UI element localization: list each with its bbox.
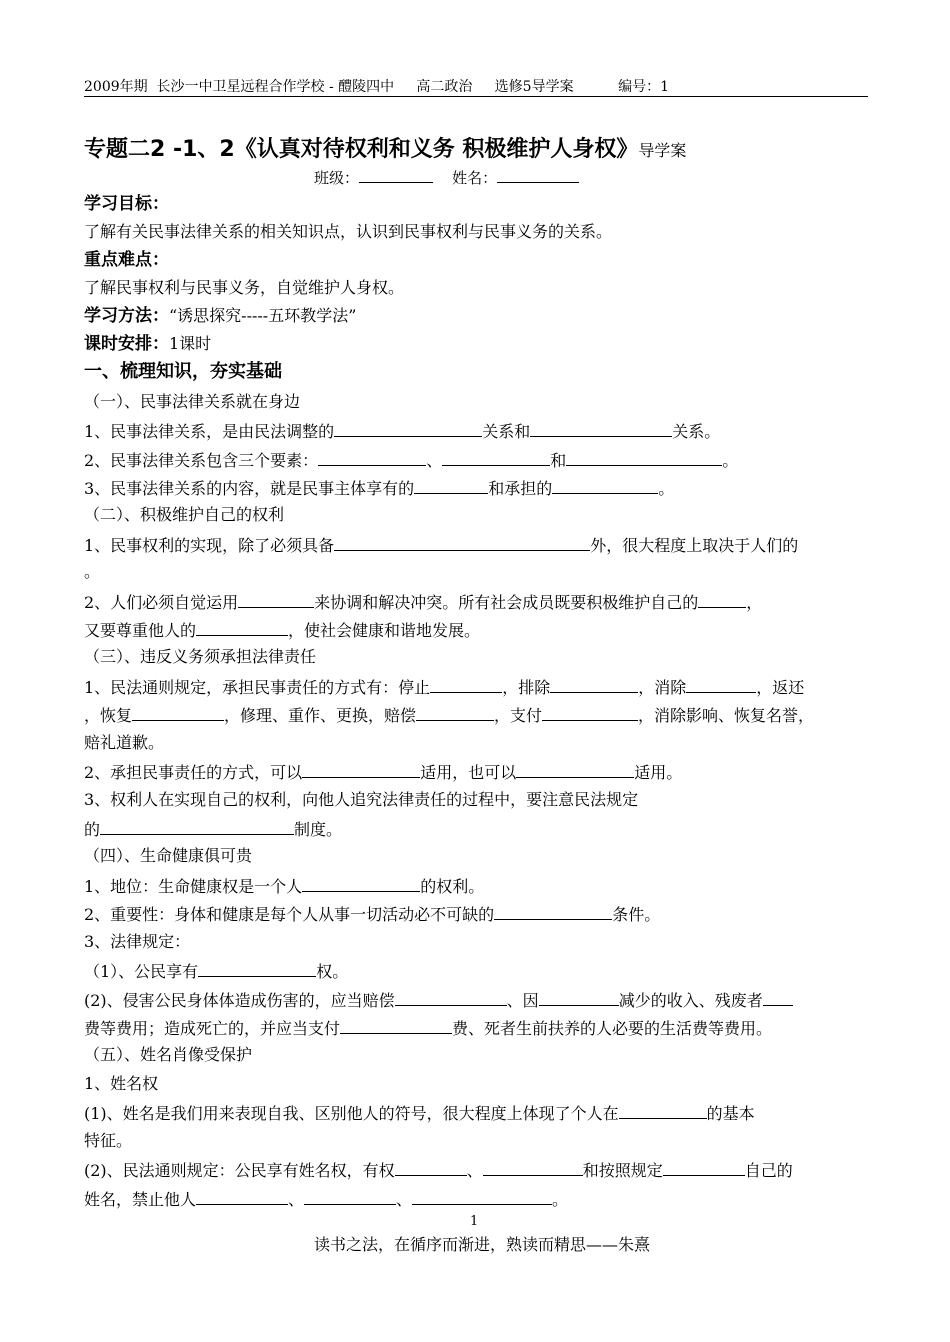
class-label: 班级： [314, 169, 360, 187]
blank-field[interactable] [395, 1159, 467, 1176]
sub4-heading: （四）、生命健康俱可贵 [84, 846, 253, 865]
s4-q5 [84, 989, 793, 1011]
blank-field[interactable] [763, 989, 793, 1006]
blank-field[interactable] [542, 704, 638, 721]
s3-q3-cont [84, 818, 342, 840]
blank-field[interactable] [334, 534, 590, 551]
text: 1、民事法律关系，是由民法调整的 [84, 422, 335, 441]
s5-q1: 1、姓名权 [84, 1074, 159, 1093]
text: 、因 [506, 991, 539, 1010]
sub1-heading: （一）、民事法律关系就在身边 [84, 392, 301, 411]
text: 和 [550, 451, 567, 470]
text: 1、地位：生命健康权是一个人 [84, 877, 303, 896]
title-suffix: 导学案 [638, 141, 687, 160]
blank-field[interactable] [550, 676, 638, 693]
blank-field[interactable] [663, 1159, 745, 1176]
text: 制度。 [294, 820, 343, 839]
text: ，消除影响、恢复名誉， [638, 706, 815, 725]
class-name-line [314, 166, 579, 188]
s2-q2 [84, 591, 762, 613]
method-heading: 学习方法： [84, 306, 169, 326]
key-text: 了解民事权利与民事义务，自觉维护人身权。 [84, 278, 405, 297]
blank-field[interactable] [395, 989, 507, 1006]
text: 费、死者生前扶养的人必要的生活费等费用。 [452, 1019, 773, 1038]
text: 1、民法通则规定，承担民事责任的方式有：停止 [84, 678, 431, 697]
text: 、 [466, 1161, 483, 1180]
s2-q2-cont [84, 619, 480, 641]
text: 的基本 [706, 1104, 755, 1123]
s4-q3: 3、法律规定： [84, 932, 191, 951]
blank-field[interactable] [340, 1017, 452, 1034]
goal-heading: 学习目标： [84, 194, 169, 214]
text: 、 [426, 451, 443, 470]
key-heading: 重点难点： [84, 250, 169, 270]
text: 适用。 [634, 763, 683, 782]
text: 和承担的 [488, 479, 553, 498]
blank-field[interactable] [430, 676, 502, 693]
s3-q1 [84, 676, 804, 698]
s1-q3 [84, 477, 674, 499]
method-line [84, 306, 356, 326]
s5-q2-cont: 特征。 [84, 1131, 133, 1150]
blank-field[interactable] [196, 619, 288, 636]
blank-field[interactable] [318, 449, 426, 466]
text: (2)、侵害公民身体体造成伤害的，应当赔偿 [84, 991, 395, 1010]
text: 来协调和解决冲突。所有社会成员既要积极维护自己的 [314, 593, 699, 612]
s5-q3 [84, 1159, 793, 1181]
text: 2、民事法律关系包含三个要素： [84, 451, 319, 470]
blank-field[interactable] [302, 761, 420, 778]
text: 、 [396, 1190, 413, 1209]
text: 2、重要性：身体和健康是每个人从事一切活动必不可缺的 [84, 905, 495, 924]
blank-field[interactable] [414, 477, 488, 494]
text: 适用，也可以 [420, 763, 517, 782]
time-text: 1课时 [169, 334, 212, 353]
time-heading: 课时安排： [84, 334, 169, 354]
page-title [84, 132, 686, 163]
text: 。 [658, 479, 675, 498]
page-number: 1 [470, 1214, 479, 1229]
section-heading: 一、梳理知识，夯实基础 [84, 361, 282, 382]
text: ，返还 [756, 678, 805, 697]
text: 3、民事法律关系的内容，就是民事主体享有的 [84, 479, 415, 498]
s3-q1-end: 赔礼道歉。 [84, 733, 165, 752]
text: 2、承担民事责任的方式，可以 [84, 763, 303, 782]
blank-field[interactable] [132, 704, 224, 721]
blank-field[interactable] [619, 1102, 707, 1119]
blank-field[interactable] [539, 989, 619, 1006]
text: 2、人们必须自觉运用 [84, 593, 239, 612]
method-text: “诱思探究-----五环教学法” [169, 306, 357, 325]
text: 。 [552, 1190, 569, 1209]
text: 外，很大程度上取决于人们的 [590, 536, 799, 555]
goal-text: 了解有关民事法律关系的相关知识点，认识到民事权利与民事义务的关系。 [84, 222, 613, 241]
page-header: 2009年期 长沙一中卫星远程合作学校 - 醴陵四中 高二政治 选修5导学案 编号：1 [84, 76, 868, 97]
s5-q3-cont [84, 1188, 568, 1210]
text: (2)、民法通则规定：公民享有姓名权，有权 [84, 1161, 395, 1180]
blank-field[interactable] [698, 591, 746, 608]
sub5-heading: （五）、姓名肖像受保护 [84, 1045, 253, 1064]
s2-q1c: 。 [84, 562, 101, 581]
class-field[interactable] [359, 166, 433, 183]
blank-field[interactable] [566, 449, 722, 466]
blank-field[interactable] [686, 676, 756, 693]
blank-field[interactable] [334, 420, 482, 437]
text: 关系和 [482, 422, 531, 441]
text: (1)、姓名是我们用来表现自我、区别他人的符号，很大程度上体现了个人在 [84, 1104, 619, 1123]
name-field[interactable] [497, 166, 579, 183]
text: ，支付 [494, 706, 543, 725]
blank-field[interactable] [416, 704, 494, 721]
text: 关系。 [672, 422, 721, 441]
text: ，消除 [638, 678, 687, 697]
s3-q1-cont [84, 704, 814, 726]
s4-q4 [84, 960, 348, 982]
s4-q2 [84, 903, 660, 925]
s2-q1 [84, 534, 798, 556]
s1-q2 [84, 449, 738, 471]
text: ，使社会健康和谐地发展。 [288, 621, 481, 640]
text: 、 [288, 1190, 305, 1209]
text: 。 [722, 451, 739, 470]
blank-field[interactable] [238, 591, 314, 608]
s4-q1 [84, 875, 484, 897]
blank-field[interactable] [530, 420, 672, 437]
blank-field[interactable] [483, 1159, 583, 1176]
text: 自己的 [744, 1161, 793, 1180]
s3-q3: 3、权利人在实现自己的权利，向他人追究法律责任的过程中，要注意民法规定 [84, 790, 639, 809]
blank-field[interactable] [552, 477, 658, 494]
s4-q5-cont [84, 1017, 772, 1039]
text: 和按照规定 [582, 1161, 663, 1180]
footer-quote: 读书之法，在循序而渐进，熟读而精思——朱熹 [314, 1235, 651, 1254]
text: 条件。 [612, 905, 661, 924]
text: 费等费用；造成死亡的，并应当支付 [84, 1019, 341, 1038]
text: 权。 [316, 962, 349, 981]
text: ，修理、重作、更换，赔偿 [224, 706, 417, 725]
s5-q2 [84, 1102, 755, 1124]
title-text: 专题二2 -1、2《认真对待权利和义务 积极维护人身权》 [84, 137, 639, 162]
text: ， [746, 593, 763, 612]
text: （1）、公民享有 [84, 962, 199, 981]
text: ，排除 [502, 678, 551, 697]
blank-field[interactable] [100, 818, 294, 835]
text: 的权利。 [420, 877, 485, 896]
text: 的 [84, 820, 101, 839]
text: 1、民事权利的实现，除了必须具备 [84, 536, 335, 555]
blank-field[interactable] [302, 875, 420, 892]
blank-field[interactable] [304, 1188, 396, 1205]
name-label: 姓名： [452, 169, 498, 187]
s3-q2 [84, 761, 682, 783]
s1-q1 [84, 420, 720, 442]
blank-field[interactable] [516, 761, 634, 778]
blank-field[interactable] [494, 903, 612, 920]
sub2-heading: （二）、积极维护自己的权利 [84, 505, 285, 524]
sub3-heading: （三）、违反义务须承担法律责任 [84, 647, 317, 666]
blank-field[interactable] [412, 1188, 552, 1205]
blank-field[interactable] [442, 449, 550, 466]
blank-field[interactable] [196, 1188, 288, 1205]
text: ，恢复 [84, 706, 133, 725]
text: 减少的收入、残废者 [618, 991, 763, 1010]
time-line [84, 334, 211, 354]
text: 姓名，禁止他人 [84, 1190, 197, 1209]
text: 又要尊重他人的 [84, 621, 197, 640]
blank-field[interactable] [198, 960, 316, 977]
